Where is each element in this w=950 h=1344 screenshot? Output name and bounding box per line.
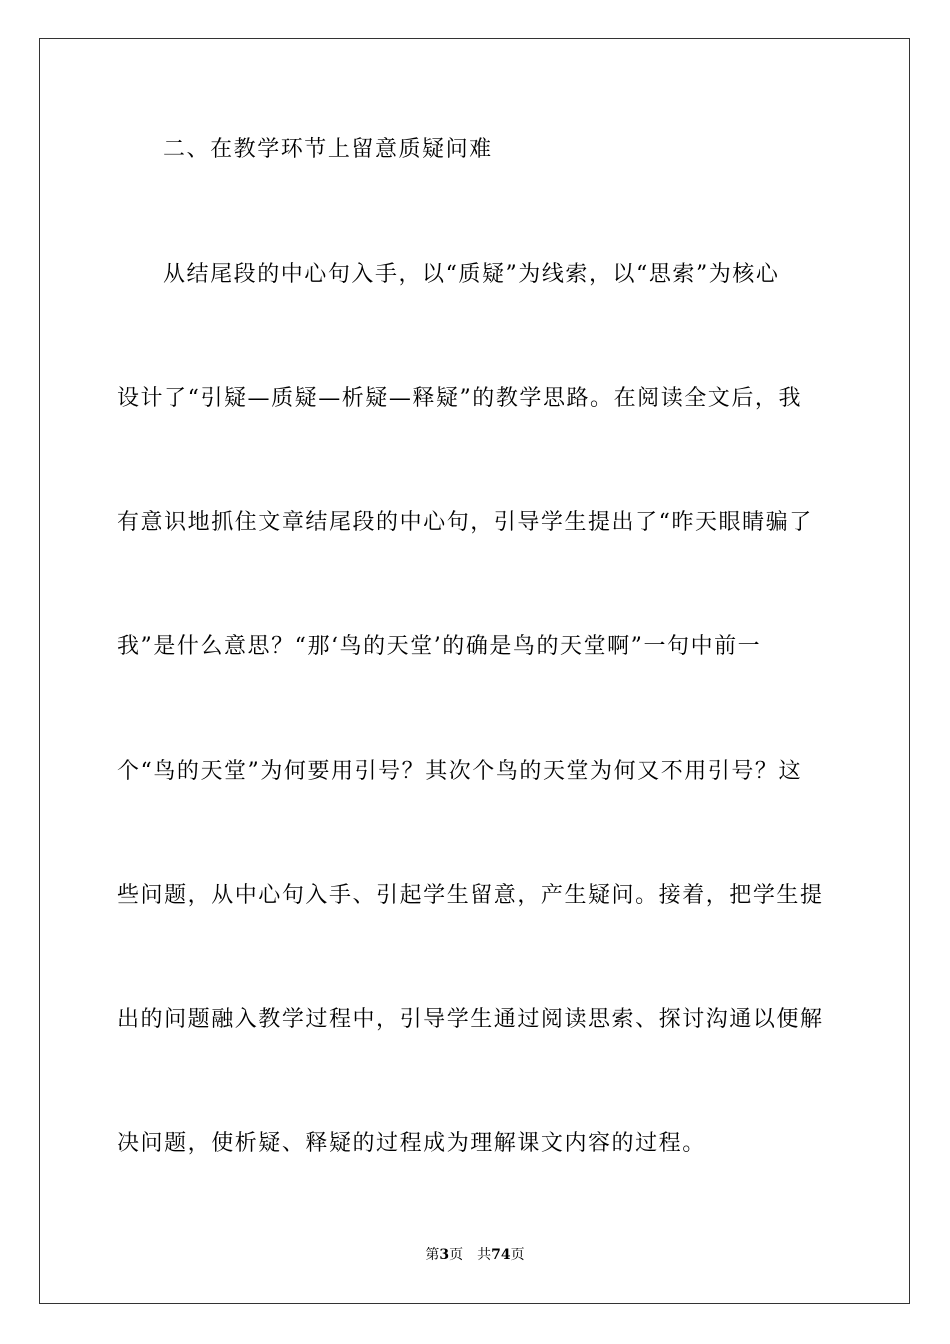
paragraph-line-5: 个“鸟的天堂”为何要用引号？其次个鸟的天堂为何又不用引号？这: [117, 759, 802, 784]
paragraph-line-6: 些问题，从中心句入手、引起学生留意，产生疑问。接着，把学生提: [117, 883, 824, 908]
paragraph-line-1: 从结尾段的中心句入手，以“质疑”为线索，以“思索”为核心: [163, 262, 780, 287]
page-prefix: 第: [425, 1247, 440, 1263]
paragraph-line-3: 有意识地抓住文章结尾段的中心句，引导学生提出了“昨天眼睛骗了: [117, 510, 813, 535]
total-pages: 74: [491, 1247, 511, 1263]
section-heading: 二、在教学环节上留意质疑问难: [163, 137, 493, 162]
total-suffix: 页: [510, 1247, 525, 1263]
page-footer: [0, 1246, 950, 1264]
page-border: [39, 38, 910, 1304]
paragraph-line-2: 设计了“引疑—质疑—析疑—释疑”的教学思路。在阅读全文后，我: [117, 386, 802, 411]
paragraph-line-4: 我”是什么意思？“那‘鸟的天堂’的确是鸟的天堂啊”一句中前一: [117, 634, 762, 659]
paragraph-line-8: 决问题，使析疑、释疑的过程成为理解课文内容的过程。: [117, 1131, 706, 1156]
page-number: 3: [439, 1247, 450, 1263]
page-suffix: 页: [449, 1247, 464, 1263]
total-prefix: 共: [477, 1247, 492, 1263]
paragraph-line-7: 出的问题融入教学过程中，引导学生通过阅读思索、探讨沟通以便解: [117, 1007, 824, 1032]
